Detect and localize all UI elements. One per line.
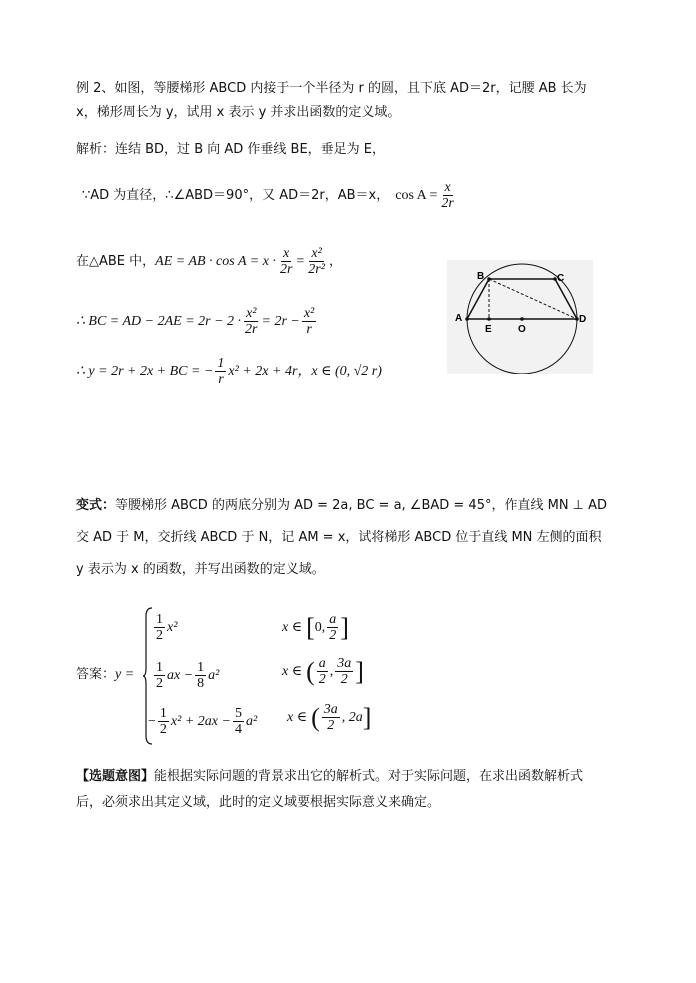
analysis-line-1: 解析：连结 BD，过 B 向 AD 作垂线 BE，垂足为 E， xyxy=(76,142,386,157)
intent-line-1 xyxy=(76,768,583,786)
bc-den-1: 2r xyxy=(245,322,258,337)
intent-text-1: 能根据实际问题的背景求出它的解析式。对于实际问题，在求出函数解析式 xyxy=(154,769,584,784)
case-2-lower-den: 2 xyxy=(318,672,326,687)
label-o: O xyxy=(518,324,526,335)
geometry-figure xyxy=(447,260,593,374)
case-1-den: 2 xyxy=(156,628,163,643)
point-o xyxy=(520,317,524,321)
case-3-lower xyxy=(322,702,340,733)
case-3-close-bracket: ] xyxy=(362,702,372,732)
case-3-den-1: 2 xyxy=(159,722,167,737)
case-1-term: x² xyxy=(167,619,178,635)
bc-fraction-2 xyxy=(302,306,316,337)
because-text: ∵AD 为直径，∴∠ABD＝90°，又 AD＝2r，AB＝x， xyxy=(82,187,390,203)
case-3-upper: , 2a xyxy=(341,709,363,725)
label-b: B xyxy=(477,271,485,282)
case-2-upper-den: 2 xyxy=(340,672,348,687)
analysis-bc-line xyxy=(76,306,318,337)
case-2-upper xyxy=(335,656,353,687)
variant-line-3: y 表示为 x 的函数，并写出函数的定义域。 xyxy=(76,562,325,577)
case-2-domain xyxy=(282,656,364,687)
variant-line-2: 交 AD 于 M，交折线 ABCD 于 N，记 AM = x，试将梯形 ABCD 位于直线 MN 左侧的面积 xyxy=(76,530,602,545)
bc-num-2: x² xyxy=(303,306,315,321)
case-2-lower-num: a xyxy=(318,656,326,671)
diagonal-bd xyxy=(489,279,577,319)
case-3-neg: − xyxy=(148,713,156,729)
case-2-upper-num: 3a xyxy=(337,656,352,671)
case-3-mid: x² + 2ax − xyxy=(170,713,231,729)
ae-num-2: x² xyxy=(311,246,322,261)
case-1-domain xyxy=(282,612,349,643)
case-2-domain-label: x ∈ xyxy=(282,663,303,679)
ae-num-1: x xyxy=(283,246,290,261)
case-1-upper xyxy=(327,612,338,643)
ae-expression: AE = AB · cos A = x · xyxy=(155,253,276,269)
case-2-frac-2 xyxy=(195,660,206,691)
case-3-expr xyxy=(148,706,257,737)
label-a: A xyxy=(455,313,463,324)
y-num: 1 xyxy=(217,356,225,371)
ae-fraction-2 xyxy=(306,246,327,277)
intent-title: 【选题意图】 xyxy=(76,769,155,784)
case-3-num-1: 1 xyxy=(159,706,167,721)
circle-trapezoid-diagram xyxy=(447,260,593,374)
case-3-frac-2 xyxy=(233,706,244,737)
case-2-mid: ax − xyxy=(167,667,194,683)
variant-text-1: 等腰梯形 ABCD 的两底分别为 AD = 2a, BC = a, ∠BAD = 45°，作直线 MN ⊥ AD xyxy=(115,498,608,513)
case-1-lower: 0, xyxy=(314,619,326,635)
case-2-comma: , xyxy=(329,663,334,679)
cos-a-fraction xyxy=(439,180,455,211)
y-expression: ∴ y = 2r + 2x + BC = − xyxy=(76,363,214,379)
point-e xyxy=(487,317,491,321)
case-3-end: a² xyxy=(245,713,258,729)
case-3-domain xyxy=(287,702,371,733)
bc-mid: = 2r − xyxy=(261,313,300,329)
cos-a-label: cos A = xyxy=(395,187,438,203)
case-2-close-bracket: ] xyxy=(355,656,364,686)
example-line-2: x，梯形周长为 y，试用 x 表示 y 并求出函数的定义域。 xyxy=(76,105,401,120)
case-1-expr xyxy=(152,612,177,643)
ae-fraction-1 xyxy=(278,246,294,277)
intent-line-2: 后，必须求出其定义域，此时的定义域要根据实际意义来确定。 xyxy=(76,795,441,810)
case-1-domain-label: x ∈ xyxy=(282,619,303,635)
case-3-lower-num: 3a xyxy=(323,702,338,717)
case-3-frac-1 xyxy=(158,706,169,737)
case-1-open-bracket: [ xyxy=(306,612,315,642)
ae-end: ， xyxy=(328,253,342,269)
bc-expression: ∴ BC = AD − 2AE = 2r − 2 · xyxy=(76,313,242,329)
bc-fraction-1 xyxy=(243,306,259,337)
case-2-expr xyxy=(152,660,219,691)
case-1-num: 1 xyxy=(156,612,163,627)
case-1-frac xyxy=(154,612,165,643)
bc-den-2: r xyxy=(306,322,312,337)
triangle-prefix: 在△ABE 中， xyxy=(76,253,156,269)
example-line-1: 例 2、如图，等腰梯形 ABCD 内接于一个半径为 r 的圆，且下底 AD＝2r，记腰 AB 长为 xyxy=(76,81,587,96)
y-fraction xyxy=(215,356,226,387)
label-e: E xyxy=(485,324,492,335)
case-3-open-paren: ( xyxy=(311,702,320,732)
analysis-ae-line xyxy=(76,246,342,277)
variant-line-1 xyxy=(76,497,607,515)
case-2-num-1: 1 xyxy=(156,660,163,675)
analysis-y-line xyxy=(76,356,382,387)
case-2-frac-1 xyxy=(154,660,165,691)
ae-equals: = xyxy=(296,253,305,269)
answer-label-group xyxy=(76,666,134,684)
case-2-end: a² xyxy=(208,667,220,683)
y-rest: x² + 2x + 4r，x ∈ (0, √2 r) xyxy=(228,363,382,379)
label-d: D xyxy=(579,314,587,325)
y-den: r xyxy=(218,372,224,387)
case-3-domain-label: x ∈ xyxy=(287,709,308,725)
bc-num-1: x² xyxy=(246,306,257,321)
case-2-lower xyxy=(317,656,328,687)
cos-den: 2r xyxy=(441,196,454,211)
case-2-den-2: 8 xyxy=(197,676,205,691)
label-c: C xyxy=(557,273,565,284)
case-1-close-bracket: ] xyxy=(340,612,349,642)
case-2-num-2: 1 xyxy=(197,660,205,675)
analysis-because-line xyxy=(82,180,458,211)
ae-den-1: 2r xyxy=(279,262,293,277)
case-3-lower-den: 2 xyxy=(327,718,335,733)
case-1-upper-den: 2 xyxy=(329,628,337,643)
answer-label: 答案： xyxy=(76,667,116,682)
case-2-den-1: 2 xyxy=(156,676,163,691)
case-3-den-2: 4 xyxy=(234,722,242,737)
variant-title: 变式： xyxy=(76,498,116,513)
ae-den-2: 2r² xyxy=(308,262,325,277)
case-3-num-2: 5 xyxy=(234,706,242,721)
case-2-open-paren: ( xyxy=(306,656,315,686)
point-a xyxy=(465,317,469,321)
answer-y: y = xyxy=(115,667,135,682)
case-1-upper-num: a xyxy=(329,612,337,627)
cos-num: x xyxy=(444,180,451,195)
point-b xyxy=(487,277,491,281)
